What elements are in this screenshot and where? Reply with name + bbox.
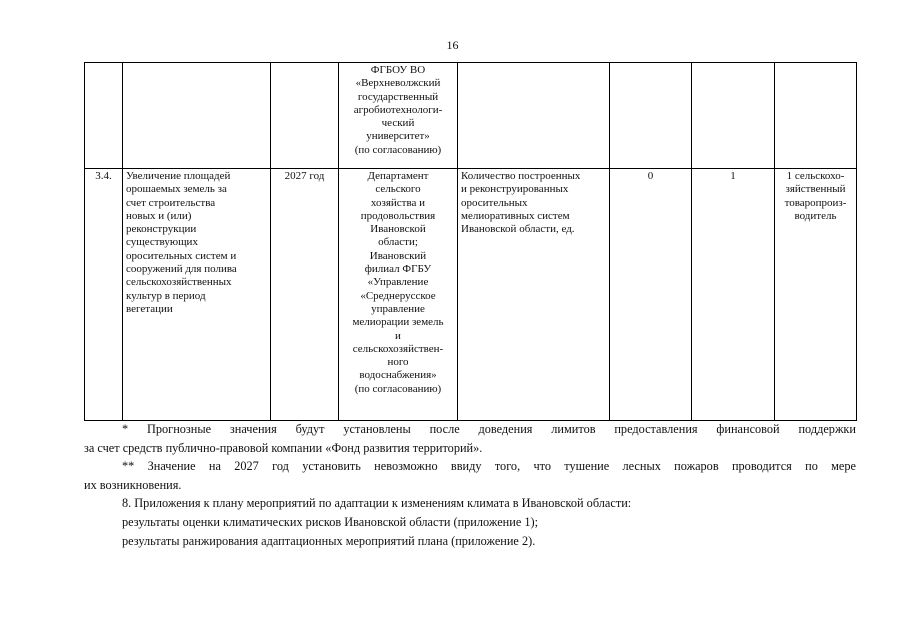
text-line: Ивановский <box>369 249 427 262</box>
text-line: вегетации <box>126 302 173 315</box>
text-line: зяйственный <box>785 183 846 196</box>
text-line: оросительных <box>461 196 528 209</box>
text-line: «Среднерусское <box>360 289 436 302</box>
cell-base: 0 <box>610 169 692 421</box>
text-line: ФГБОУ ВО <box>370 64 426 76</box>
section-8-heading: 8. Приложения к плану мероприятий по адаптации к изменениям климата в Ивановской области: <box>122 496 632 511</box>
text-line: орошаемых земель за <box>126 183 227 196</box>
cell-indicator <box>458 169 610 421</box>
measures-table <box>84 62 857 421</box>
text-line: водитель <box>794 209 837 222</box>
appendix-2-line: результаты ранжирования адаптационных мероприятий плана (приложение 2). <box>122 533 536 548</box>
text-line: мелиоративных систем <box>461 209 570 222</box>
text-line: и <box>395 329 401 342</box>
cell-activity <box>123 169 271 421</box>
text-line: (по согласованию) <box>354 382 442 395</box>
text-line: оросительных систем и <box>126 249 237 262</box>
text-line: Количество построенных <box>461 170 581 182</box>
text-line: мелиорации земель <box>352 316 444 329</box>
cell-indicator <box>458 63 610 169</box>
cell-executor <box>339 169 458 421</box>
table-row <box>85 169 857 421</box>
text-line: области; <box>378 236 418 249</box>
footnote-1-line-2: за счет средств публично-правовой компании «Фонд развития территорий». <box>84 440 483 455</box>
text-line: водоснабжения» <box>359 369 437 382</box>
text-line: новых и (или) <box>126 209 192 222</box>
cell-target: 1 <box>692 169 775 421</box>
text-line: сооружений для полива <box>126 263 237 276</box>
cell-result <box>775 169 857 421</box>
table-row <box>85 63 857 169</box>
footnote-2-line-1: ** Значение на 2027 год установить невозможно ввиду того, что тушение лесных пожаров проводится по мере <box>122 459 856 474</box>
text-line: Ивановской <box>370 223 426 236</box>
text-line: «Управление <box>367 276 429 289</box>
text-line: товаропроиз- <box>784 196 847 209</box>
text-line: государственный <box>357 90 439 103</box>
cell-target <box>692 63 775 169</box>
cell-executor <box>339 63 458 169</box>
page-number: 16 <box>446 38 459 52</box>
text-line: и реконструированных <box>461 183 569 196</box>
text-line: филиал ФГБУ <box>364 263 432 276</box>
footnote-2-line-2: их возникновения. <box>84 477 182 492</box>
text-line: университет» <box>366 130 430 143</box>
cell-activity <box>123 63 271 169</box>
footnote-1-line-1: * Прогнозные значения будут установлены после доведения лимитов предоставления финансовой поддержки <box>122 422 856 436</box>
text-line: управление <box>371 302 425 315</box>
cell-year: 2027 год <box>271 169 339 421</box>
text-line: сельскохозяйствен- <box>352 342 444 355</box>
text-line: ческий <box>381 117 415 130</box>
cell-result <box>775 63 857 169</box>
text-line: агробиотехнологи- <box>353 103 443 116</box>
text-line: продовольствия <box>360 209 436 222</box>
text-line: Департамент <box>367 170 429 182</box>
text-line: ного <box>387 356 409 369</box>
text-line: (по согласованию) <box>354 143 442 156</box>
cell-base <box>610 63 692 169</box>
text-line: сельскохозяйственных <box>126 276 232 289</box>
text-line: сельского <box>375 183 421 196</box>
cell-year <box>271 63 339 169</box>
text-line: культур в период <box>126 289 206 302</box>
text-line: 1 сельскохо- <box>786 170 845 182</box>
text-line: счет строительства <box>126 196 216 209</box>
text-line: существующих <box>126 236 198 249</box>
text-line: реконструкции <box>126 223 197 236</box>
footnotes <box>84 420 856 550</box>
cell-num <box>85 63 123 169</box>
text-line: Ивановской области, ед. <box>461 223 575 236</box>
appendix-1-line: результаты оценки климатических рисков Ивановской области (приложение 1); <box>122 514 539 529</box>
text-line: хозяйства и <box>370 196 426 209</box>
text-line: «Верхневолжский <box>355 77 441 90</box>
text-line: Увеличение площадей <box>126 170 231 182</box>
cell-num: 3.4. <box>85 169 123 421</box>
